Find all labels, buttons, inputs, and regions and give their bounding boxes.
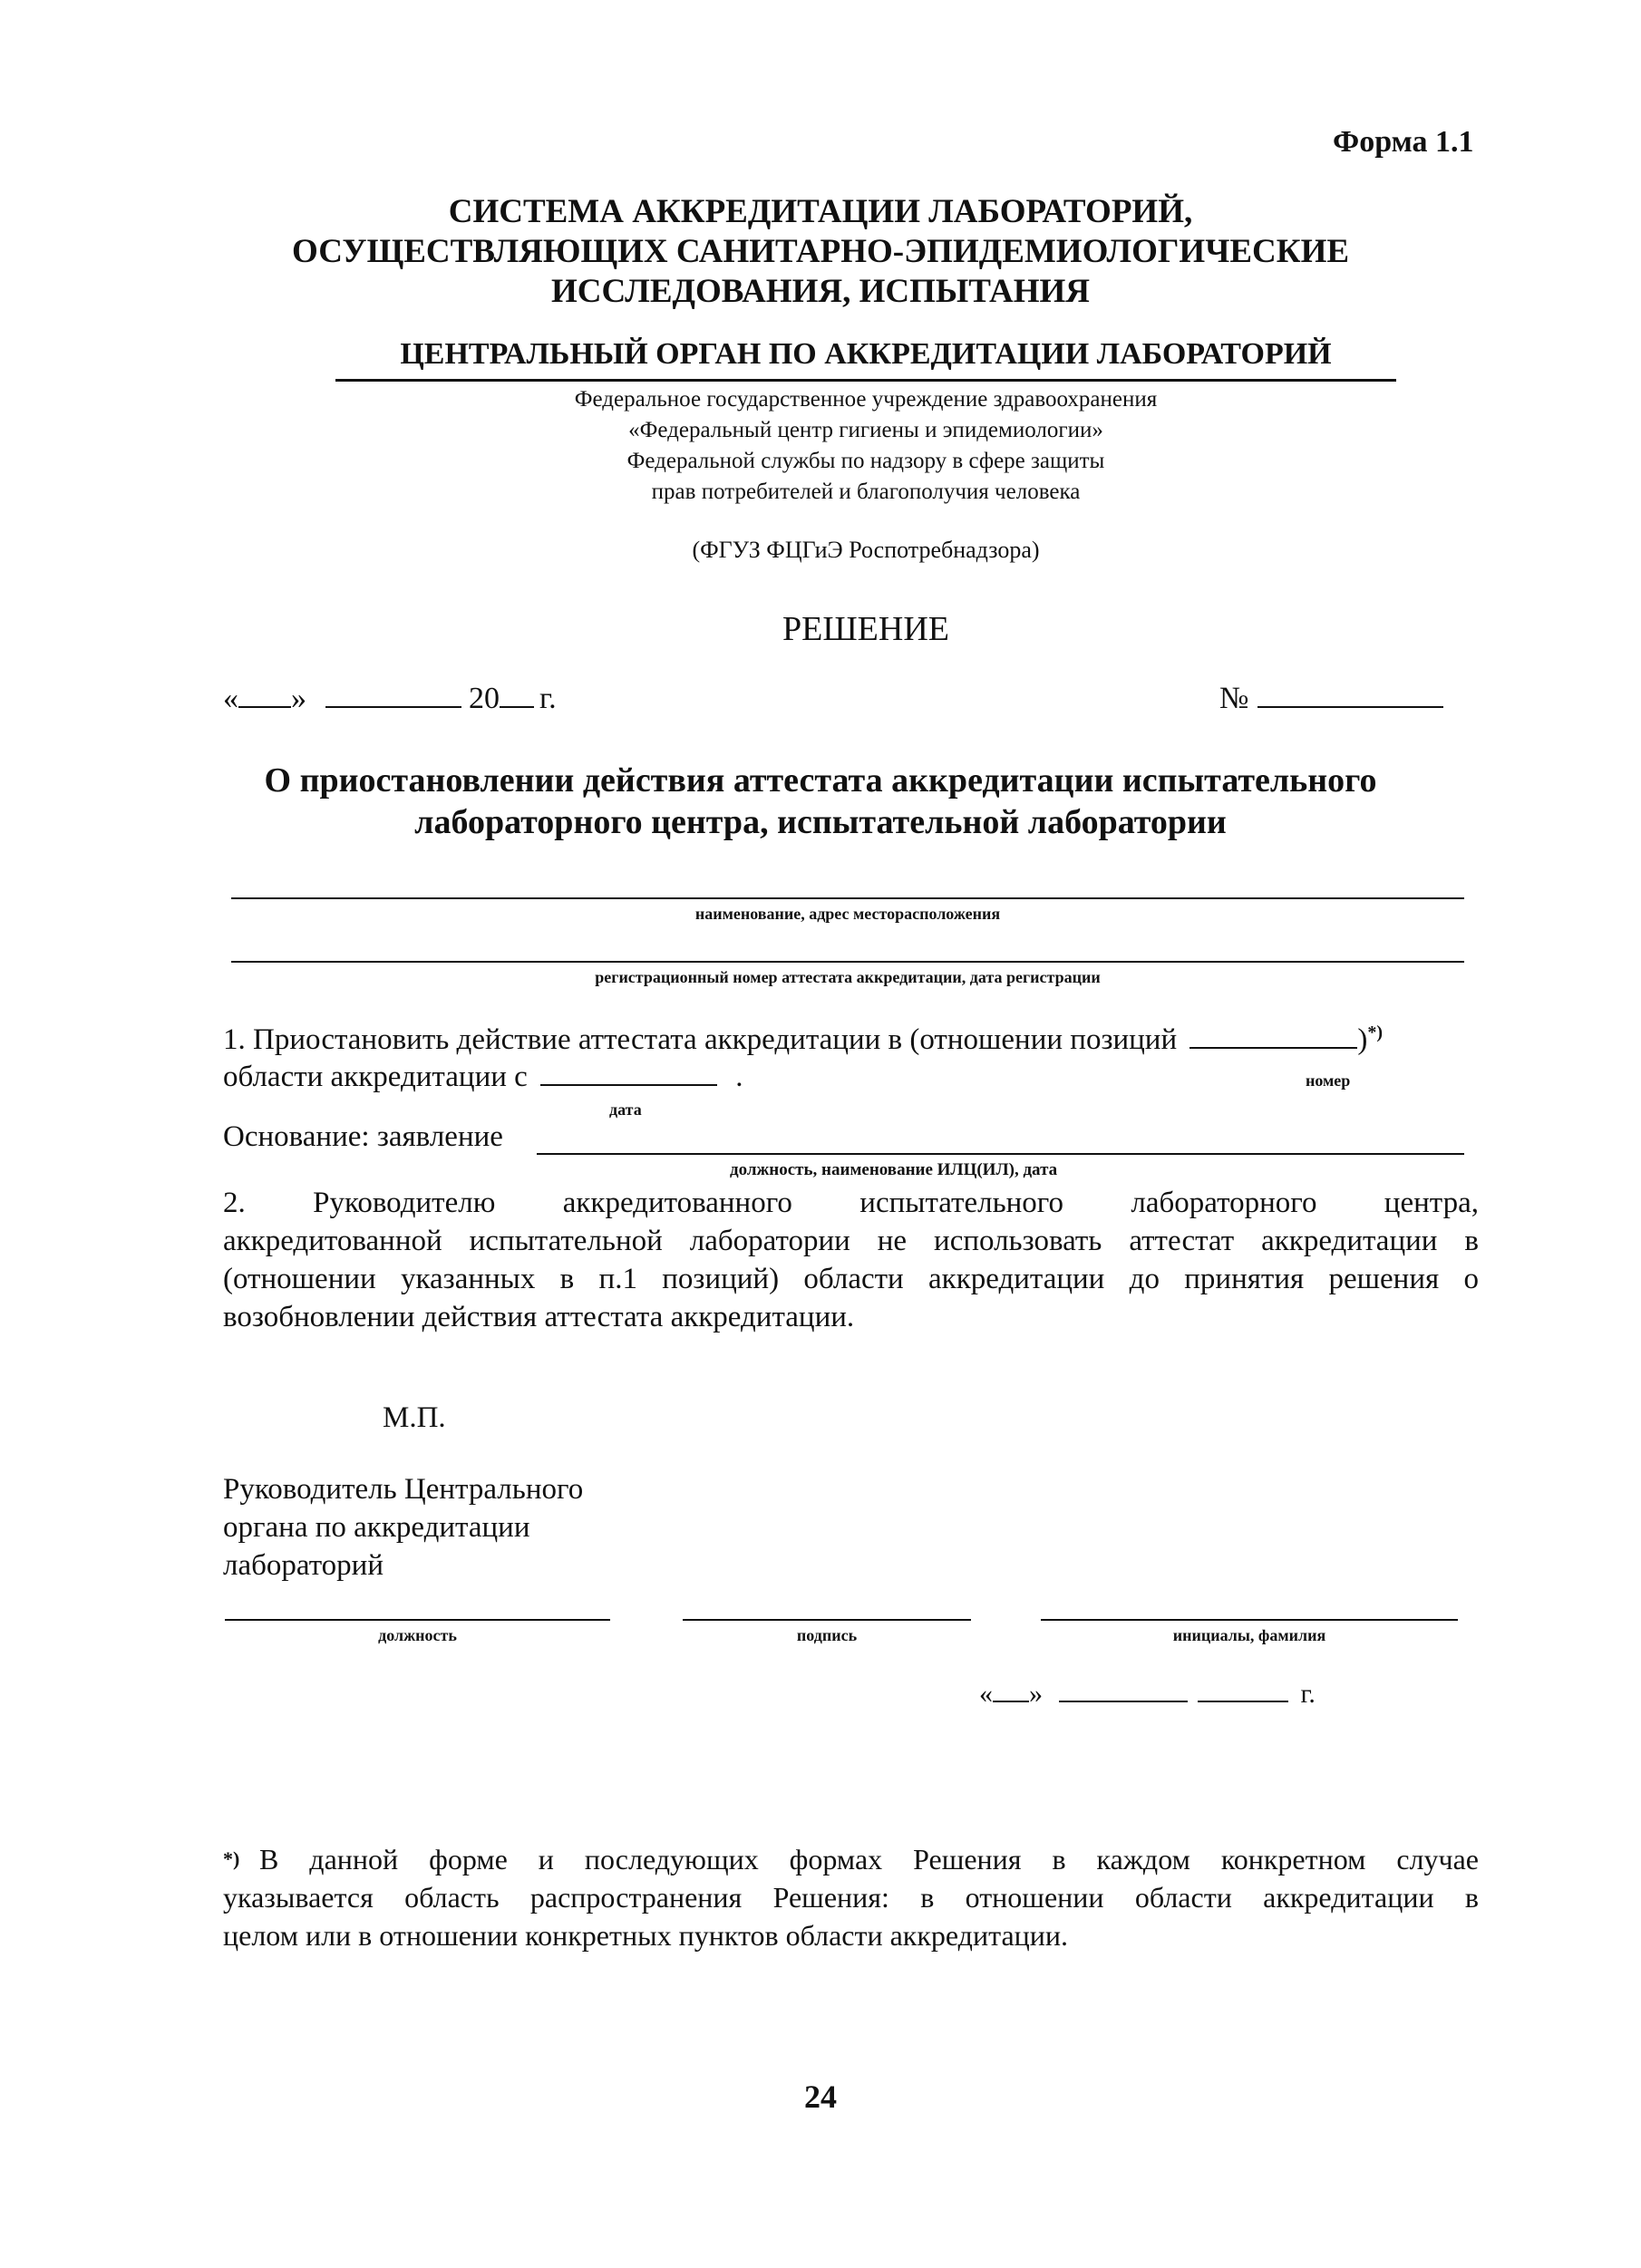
close-quote: » xyxy=(1029,1679,1043,1709)
date-blank xyxy=(540,1083,717,1086)
footnote-line: целом или в отношении конкретных пунктов области аккредитации. xyxy=(223,1919,1069,1952)
name-address-caption: наименование, адрес месторасположения xyxy=(694,905,1001,923)
title-line: СИСТЕМА АККРЕДИТАЦИИ ЛАБОРАТОРИЙ, xyxy=(448,193,1193,230)
positions-blank xyxy=(1189,1046,1357,1049)
institution-line: «Федеральный центр гигиены и эпидемиологии» xyxy=(628,418,1103,442)
date-caption: дата xyxy=(609,1100,642,1119)
open-quote: « xyxy=(223,682,238,715)
footnote-line: указывается область распространения Решения: в отношении области аккредитации в xyxy=(223,1881,1479,1914)
day-blank xyxy=(993,1700,1029,1702)
footnote-mark: *) xyxy=(1367,1023,1384,1042)
title-line: ОСУЩЕСТВЛЯЮЩИХ САНИТАРНО-ЭПИДЕМИОЛОГИЧЕСКИЕ xyxy=(291,233,1350,270)
month-blank xyxy=(1059,1700,1188,1702)
reg-number-line xyxy=(231,961,1464,963)
footnote xyxy=(223,1840,1479,1954)
year-blank xyxy=(500,705,534,708)
item-2-paragraph xyxy=(223,1184,1479,1336)
head-line: лабораторий xyxy=(223,1549,384,1582)
item-2-line: (отношении указанных в п.1 позиций) области аккредитации до принятия решения о xyxy=(223,1263,1479,1295)
decision-number xyxy=(1219,682,1443,716)
number-sign: № xyxy=(1219,682,1249,715)
item-1-text-b: области аккредитации с xyxy=(223,1061,528,1093)
organ-underline xyxy=(335,379,1396,382)
seal-place: М.П. xyxy=(383,1401,446,1434)
system-title xyxy=(272,192,1369,312)
decision-date xyxy=(223,682,557,716)
item-1-line-2 xyxy=(223,1061,743,1094)
close-paren: ) xyxy=(1357,1023,1368,1056)
footnote-text: В данной форме и последующих формах Решения в каждом конкретном случае xyxy=(259,1843,1479,1875)
day-blank xyxy=(238,705,291,708)
position-ilc-caption: должность, наименование ИЛЦ(ИЛ), дата xyxy=(730,1160,1058,1179)
item-1-text: 1. Приостановить действие аттестата аккредитации в (отношении позиций xyxy=(223,1023,1178,1056)
month-blank xyxy=(325,705,461,708)
year-suffix: г. xyxy=(539,682,557,715)
position-caption: должность xyxy=(378,1626,457,1644)
position-line xyxy=(225,1619,610,1621)
decision-title: РЕШЕНИЕ xyxy=(782,610,949,648)
open-quote: « xyxy=(979,1679,993,1709)
item-1-line-1 xyxy=(223,1023,1383,1057)
year-prefix: 20 xyxy=(469,682,500,715)
signature-caption: подпись xyxy=(796,1626,858,1644)
signature-line xyxy=(683,1619,971,1621)
subject-line: лабораторного центра, испытательной лаборатории xyxy=(414,803,1227,841)
institution-line: Федеральное государственное учреждение здравоохранения xyxy=(574,387,1158,412)
institution-line: прав потребителей и благополучия человека xyxy=(651,480,1081,504)
basis-line xyxy=(537,1153,1464,1155)
head-line: Руководитель Центрального xyxy=(223,1473,584,1506)
signing-date xyxy=(979,1679,1316,1710)
footnote-mark: *) xyxy=(223,1847,240,1870)
basis-text: Основание: заявление xyxy=(223,1120,503,1153)
page-number: 24 xyxy=(804,2079,837,2115)
head-line: органа по аккредитации xyxy=(223,1511,530,1544)
item-1-dot: . xyxy=(735,1061,743,1093)
reg-number-caption: регистрационный номер аттестата аккредитации, дата регистрации xyxy=(595,968,1101,986)
form-label: Форма 1.1 xyxy=(1333,125,1474,159)
close-quote: » xyxy=(291,682,306,715)
institution-abbreviation: (ФГУЗ ФЦГиЭ Роспотребнадзора) xyxy=(692,537,1040,563)
item-2-line: аккредитованной испытательной лаборатории не использовать аттестат аккредитации в xyxy=(223,1225,1479,1257)
institution-block xyxy=(335,384,1396,508)
subject-line: О приостановлении действия аттестата аккредитации испытательного xyxy=(264,761,1377,800)
initials-caption: инициалы, фамилия xyxy=(1172,1626,1326,1644)
item-2-line: 2. Руководителю аккредитованного испытательного лабораторного центра, xyxy=(223,1187,1479,1219)
year-blank xyxy=(1198,1700,1288,1702)
number-caption: номер xyxy=(1306,1071,1351,1090)
institution-line: Федеральной службы по надзору в сфере защиты xyxy=(626,449,1105,473)
item-2-line: возобновлении действия аттестата аккредитации. xyxy=(223,1301,855,1333)
number-blank xyxy=(1257,705,1443,708)
name-address-line xyxy=(231,897,1464,899)
central-organ-title: ЦЕНТРАЛЬНЫЙ ОРГАН ПО АККРЕДИТАЦИИ ЛАБОРАТОРИЙ xyxy=(400,337,1332,371)
decision-subject xyxy=(181,760,1460,843)
year-suffix: г. xyxy=(1300,1679,1316,1709)
footnote-line xyxy=(223,1840,1479,1878)
title-line: ИССЛЕДОВАНИЯ, ИСПЫТАНИЯ xyxy=(550,273,1091,310)
initials-line xyxy=(1041,1619,1458,1621)
head-title xyxy=(223,1470,583,1585)
